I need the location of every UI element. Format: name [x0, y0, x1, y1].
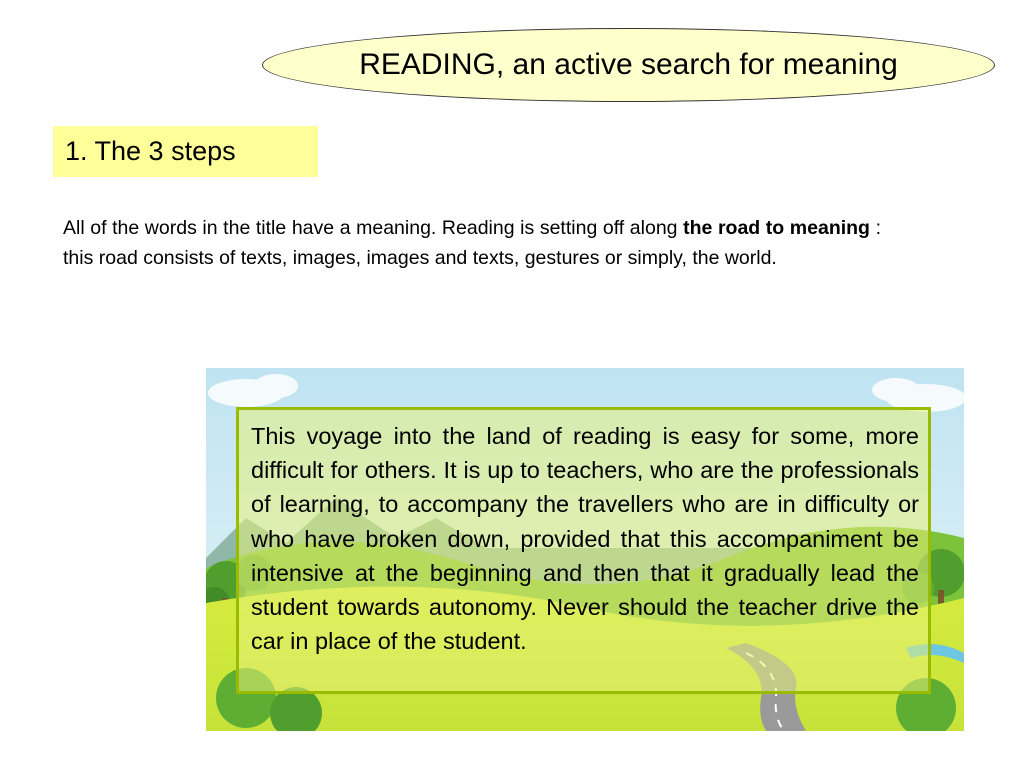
intro-paragraph	[63, 213, 881, 273]
intro-rest: : this road consists of texts, images, images and texts, gestures or simply, the world.	[63, 217, 881, 269]
quote-box: This voyage into the land of reading is easy for some, more difficult for others. It is up to teachers, who are the professionals of learning, to accompany the travellers who are in difficulty or who have broken down, provided that this accompaniment be intensive at the beginning and then that it gradually lead the student towards autonomy. Never should the teacher drive the car in place of the student.	[236, 407, 931, 694]
section-label: 1. The 3 steps	[53, 126, 318, 177]
page-title: READING, an active search for meaning	[359, 48, 898, 81]
intro-bold-phrase: the road to meaning	[683, 217, 870, 239]
intro-line1: All of the words in the title have a meaning. Reading is setting off along	[63, 217, 678, 239]
